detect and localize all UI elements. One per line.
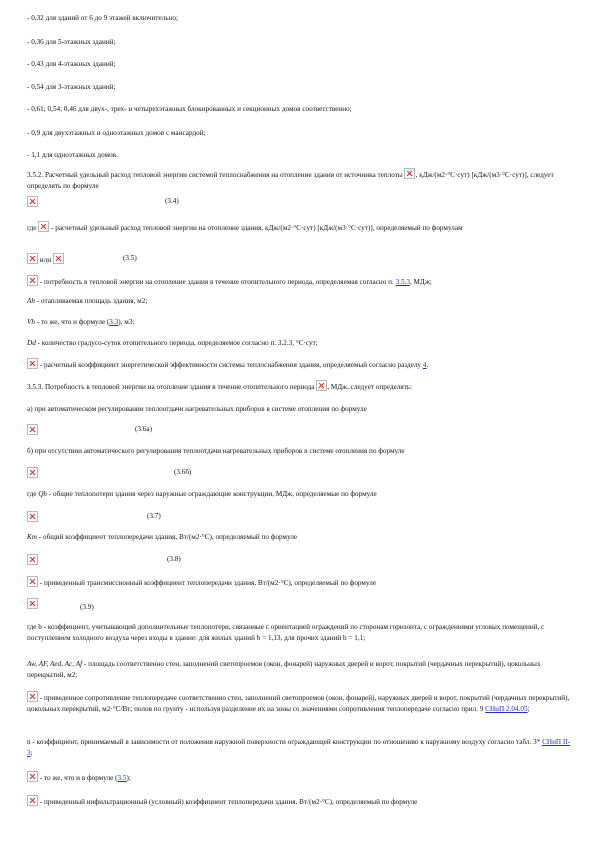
- paragraph-text: 3.5.3. Потребность в тепловой энергии на отопление здания в течение отопительного периода: [27, 383, 315, 391]
- equation-number: (3.6б): [174, 468, 192, 476]
- definition-text: .: [426, 361, 429, 369]
- list-item: - 0,36 для 5-этажных зданий;: [27, 38, 116, 46]
- definition: [27, 221, 572, 234]
- equation-number: (3.7): [147, 512, 161, 520]
- paragraph-353: [27, 380, 572, 393]
- paragraph-text: , кДж/(м2·°С·сут) [кДж/(м3·°С·сут)], следует определять по формуле: [27, 171, 554, 190]
- formula-row: [27, 467, 572, 480]
- definition-text: - расчетный коэффициент энергетической эффективности системы теплоснабжения здания, определяемый согласно разделу: [39, 361, 422, 369]
- broken-image-icon: [27, 358, 38, 369]
- equation-number: (3.4): [165, 197, 179, 205]
- broken-image-icon: [27, 253, 38, 264]
- broken-image-icon: [38, 221, 49, 232]
- reference-link[interactable]: СНиП II-3: [27, 738, 571, 757]
- symbol: Qh: [38, 490, 48, 498]
- case-a: а) при автоматическом регулировании теплоотдачи нагревательных приборов в системе отопления по формуле: [27, 405, 367, 413]
- formula-row: [27, 554, 572, 567]
- definition-text: - общие теплопотери здания через наружные ограждающие конструкции, МДж, определяемые по формуле: [48, 490, 377, 498]
- formula-row: [27, 253, 572, 266]
- equation-number: (3.8): [167, 555, 181, 563]
- definition-text: );: [126, 774, 131, 782]
- definition-text: где: [27, 490, 37, 498]
- paragraph-text: , МДж, следует определять:: [327, 383, 413, 391]
- reference-link[interactable]: 3.5: [117, 774, 127, 782]
- definition: [27, 659, 572, 681]
- definition-text: - то же, что и формуле (: [36, 318, 110, 326]
- broken-image-icon: [27, 771, 38, 782]
- broken-image-icon: [27, 691, 38, 702]
- definition-text: - расчетный удельный расход тепловой энергии на отопление здания, кДж/(м2·°С·сут) [кДж/(м3·°С·сут)], определяемый по формулам: [51, 224, 463, 232]
- symbol: Ah: [27, 297, 35, 305]
- definition-text: ;: [527, 705, 530, 713]
- definition-text: , МДж;: [409, 278, 432, 286]
- broken-image-icon: [404, 168, 415, 179]
- definition: [27, 795, 572, 808]
- list-item: - 0,9 для двухэтажных и одноэтажных домов с мансардой;: [27, 129, 206, 137]
- definition-text: - площадь соответственно стен, заполнений светопроемов (окон, фонарей) наружных дверей и ворот, покрытий (чердачных перекрытий), цокольных перекрытий, м2;: [27, 660, 541, 679]
- definition: [27, 576, 572, 589]
- symbol: Dd: [27, 339, 36, 347]
- definition-text: где: [27, 224, 37, 232]
- case-b: б) при отсутствии автоматического регулирования теплоотдачи нагревательных приборов в системе отопления по формуле: [27, 447, 405, 455]
- definition: [27, 296, 572, 307]
- definition-text: - количество градусо-суток отопительного периода, определяемое согласно п. 3.2.3, °С·сут;: [37, 339, 318, 347]
- broken-image-icon: [27, 795, 38, 806]
- broken-image-icon: [27, 576, 38, 587]
- list-item: - 0,32 для зданий от 6 до 9 этажей включительно;: [27, 14, 178, 22]
- broken-image-icon: [27, 424, 38, 435]
- equation-number: (3.5): [123, 254, 137, 262]
- formula-row: [27, 424, 572, 437]
- definition-text: - отапливаемая площадь здания, м2;: [36, 297, 148, 305]
- definition-text: n - коэффициент, принимаемый в зависимости от положения наружной поверхности ограждающей конструкции по отношению к наружному воздуху согласно табл. 3*: [27, 738, 541, 746]
- definition: [27, 338, 572, 349]
- broken-image-icon: [27, 554, 38, 565]
- broken-image-icon: [316, 380, 327, 391]
- definition: [27, 771, 572, 784]
- definition-text: ), м3;: [118, 318, 135, 326]
- formula-row: [27, 598, 572, 611]
- definition: [27, 275, 572, 288]
- list-item: - 0,43 для 4-этажных зданий;: [27, 60, 116, 68]
- broken-image-icon: [27, 275, 38, 286]
- definition-text: - приведенный инфильтрационный (условный) коэффициент теплопередачи здания, Вт/(м2·°С), определяемый по формуле: [39, 798, 418, 806]
- broken-image-icon: [27, 511, 38, 522]
- definition: [27, 358, 572, 371]
- definition-text: - то же, что и в формуле (: [39, 774, 118, 782]
- reference-link[interactable]: 4: [422, 361, 427, 369]
- broken-image-icon: [27, 467, 38, 478]
- broken-image-icon: [27, 598, 38, 609]
- paragraph-text: 3.5.2. Расчетный удельный расход тепловой энергии системой теплоснабжения на отопление здания от источника теплоты: [27, 171, 403, 179]
- definition: где b - коэффициент, учитывающий дополнительные теплопотери, связанные с ориентацией ограждений по сторонам горизонта, с ограждениями угловых помещений, с поступлением холодного воздуха через входы в здание: для жилых зданий b = 1,13, для прочих зданий b = 1,1;: [27, 623, 545, 642]
- broken-image-icon: [27, 196, 38, 207]
- definition: [27, 317, 572, 328]
- list-item: - 1,1 для одноэтажных домов.: [27, 151, 118, 159]
- equation-number: (3.9): [80, 603, 94, 611]
- definition: [27, 532, 572, 543]
- symbol: Aw, AF, Aed, Ac, Af: [27, 660, 83, 668]
- broken-image-icon: [53, 253, 64, 264]
- reference-link[interactable]: 3.5.3: [395, 278, 410, 286]
- definition-text: ;: [30, 749, 33, 757]
- equation-number: (3.6а): [135, 425, 152, 433]
- list-item: - 0,61; 0,54; 0,46 для двух-, трех- и четырехэтажных блокированных и секционных домов соответственно;: [27, 105, 352, 113]
- paragraph-352: [27, 168, 572, 192]
- definition-text: - общий коэффициент теплопередачи здания, Вт/(м2·°С), определяемый по формуле: [38, 533, 298, 541]
- formula-row: [27, 196, 572, 209]
- formula-row: [27, 511, 572, 524]
- list-item: - 0,54 для 3-этажных зданий;: [27, 83, 116, 91]
- definition-text: - приведенный трансмиссионный коэффициент теплопередачи здания, Вт/(м2·°С), определяемый по формуле: [39, 579, 377, 587]
- reference-link[interactable]: СНиП 2.04.05: [485, 705, 528, 713]
- definition-text: - потребность в тепловой энергии на отопление здания в течение отопительного периода, определяемая согласно п.: [39, 278, 394, 286]
- definition: [27, 691, 572, 715]
- reference-link[interactable]: 3.3: [109, 318, 119, 326]
- definition-text: - приведенное сопротивление теплопередаче соответственно стен, заполнений светопроемов (окон, фонарей), наружных дверей и ворот, покрытий (чердачных перекрытий), цокольных перекрытий, м2·°С/Вт; полов по грунту - используя разделение их на зоны со значениями сопротивления теплопередаче согласно прил. 9: [27, 694, 570, 713]
- symbol: Km: [27, 533, 37, 541]
- formula-connector: или: [39, 256, 52, 264]
- definition: [27, 489, 572, 500]
- symbol: Vh: [27, 318, 35, 326]
- definition: [27, 737, 572, 759]
